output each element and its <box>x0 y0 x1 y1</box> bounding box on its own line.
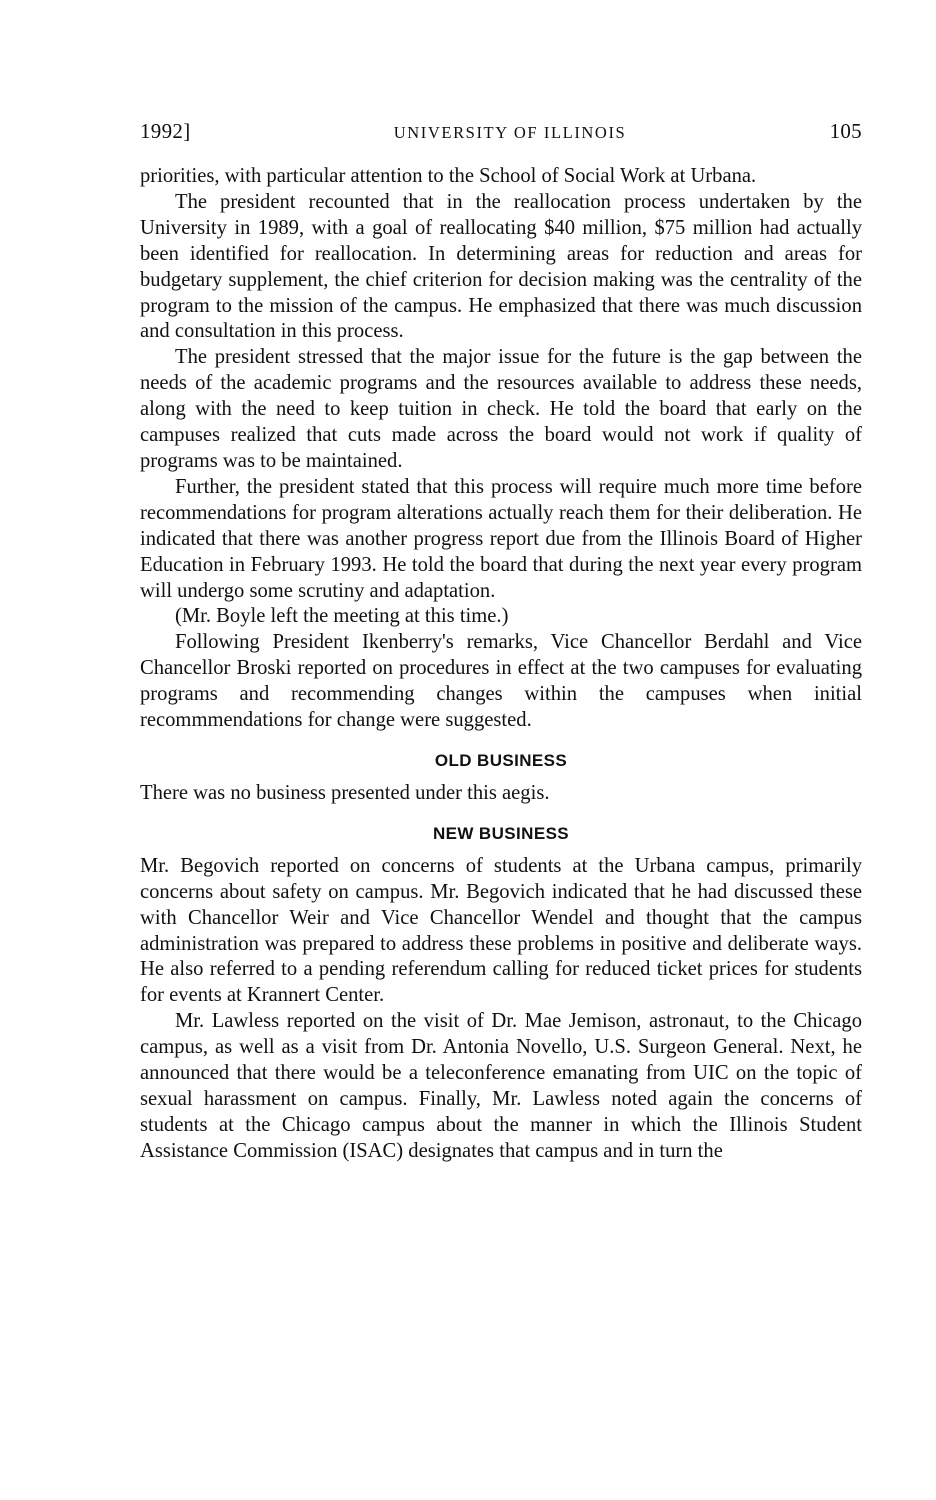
section-heading-old-business: OLD BUSINESS <box>434 750 568 770</box>
old-business-text: There was no business presented under this aegis. <box>140 781 550 804</box>
paragraph: (Mr. Boyle left the meeting at this time.) <box>175 605 509 628</box>
paragraph: The president recounted that in the reallocation process undertaken by the University in 1989, with a goal of reallocating $40 million, $75 million had actually been identified for reallocation. In determining areas for reduction and areas for budgetary supplement, the chief criterion for decision making was the centrality of the program to the mission of the campus. He emphasized that there was much discussion and consultation in this process. <box>140 190 862 343</box>
paragraph: Mr. Lawless reported on the visit of Dr. Mae Jemison, astronaut, to the Chicago campus, as well as a visit from Dr. Antonia Novello, U.S. Surgeon General. Next, he announced that there would be a teleconference emanating from UIC on the topic of sexual harassment on campus. Finally, Mr. Lawless noted again the concerns of students at the Chicago campus about the manner in which the Illinois Student Assistance Commission (ISAC) designates that campus and in turn the <box>140 1010 862 1162</box>
header-title: UNIVERSITY OF ILLINOIS <box>393 123 627 142</box>
body-text <box>140 164 862 1165</box>
document-page <box>140 118 862 1165</box>
header-year: 1992] <box>140 119 191 143</box>
paragraph: Following President Ikenberry's remarks, Vice Chancellor Berdahl and Vice Chancellor Broski reported on procedures in effect at the two campuses for evaluating programs and recommending changes within the campuses when initial recommmendations for change were suggested. <box>140 631 862 732</box>
paragraph-continued: priorities, with particular attention to the School of Social Work at Urbana. <box>140 165 757 187</box>
page-number: 105 <box>829 119 862 143</box>
paragraph: Further, the president stated that this process will require much more time before recommendations for program alterations actually reach them for their deliberation. He indicated that there was another progress report due from the Illinois Board of Higher Education in February 1993. He told the board that during the next year every program will undergo some scrutiny and adaptation. <box>140 475 862 602</box>
paragraph: The president stressed that the major issue for the future is the gap between the needs of the academic programs and the resources available to address these needs, along with the need to keep tuition in check. He told the board that early on the campuses realized that cuts made across the board would not work if quality of programs was to be maintained. <box>140 346 862 472</box>
section-heading-new-business: NEW BUSINESS <box>432 823 570 843</box>
paragraph: Mr. Begovich reported on concerns of students at the Urbana campus, primarily concerns about safety on campus. Mr. Begovich indicated that he had discussed these with Chancellor Weir and Vice Chancellor Wendel and thought that the campus administration was prepared to address these problems in positive and deliberate ways. He also referred to a pending referendum calling for reduced ticket prices for students for events at Krannert Center. <box>140 854 862 1007</box>
running-header <box>140 118 862 146</box>
